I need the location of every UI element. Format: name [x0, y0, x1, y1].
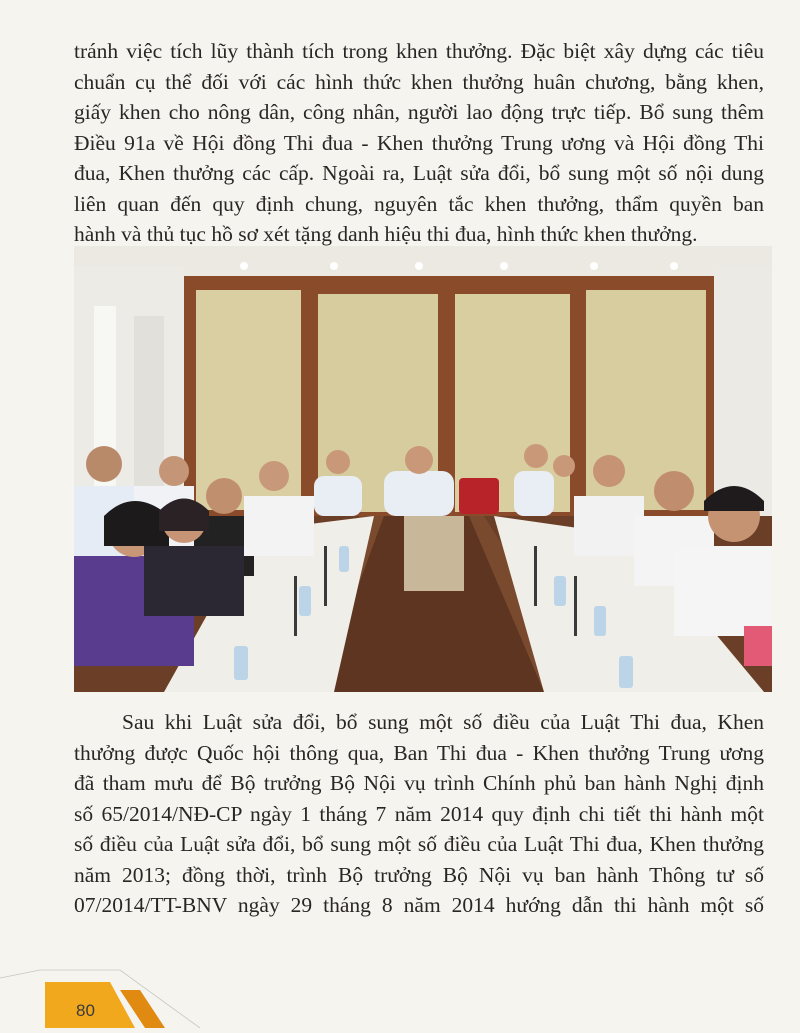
- paragraph-2-line: 07/2014/TT-BNV ngày 29 tháng 8 năm 2014 hướng dẫn thi hành một số: [74, 893, 764, 917]
- page-footer: [0, 960, 800, 1028]
- paragraph-1-line: chuẩn cụ thể đối với các hình thức khen thưởng huân chương, bằng khen,: [74, 69, 764, 94]
- paragraph-2-line: năm 2013; đồng thời, trình Bộ trưởng Bộ Nội vụ ban hành Thông tư số: [74, 862, 764, 887]
- meeting-photo: [74, 246, 772, 692]
- paragraph-1-line: hành và thủ tục hồ sơ xét tặng danh hiệu thi đua, hình thức khen thưởng.: [74, 222, 698, 246]
- paragraph-2-line: đã tham mưu để Bộ trưởng Bộ Nội vụ trình Chính phủ ban hành Nghị định: [74, 771, 764, 795]
- paragraph-1-line: tránh việc tích lũy thành tích trong khen thưởng. Đặc biệt xây dựng các tiêu: [74, 39, 764, 63]
- paragraph-2: [74, 707, 764, 921]
- footer-decoration: [0, 960, 800, 1028]
- page-number: 80: [76, 1001, 95, 1020]
- paragraph-2-line: thưởng được Quốc hội thông qua, Ban Thi đua - Khen thưởng Trung ương: [74, 740, 764, 765]
- paragraph-1-line: liên quan đến quy định chung, nguyên tắc khen thưởng, thẩm quyền ban: [74, 191, 764, 216]
- paragraph-2-line: số 65/2014/NĐ-CP ngày 1 tháng 7 năm 2014 quy định chi tiết thi hành một: [74, 801, 764, 826]
- paragraph-2-line: Sau khi Luật sửa đổi, bổ sung một số điều của Luật Thi đua, Khen: [122, 710, 764, 734]
- paragraph-1: [74, 36, 764, 250]
- paragraph-1-line: giấy khen cho nông dân, công nhân, người lao động trực tiếp. Bổ sung thêm: [74, 100, 764, 124]
- meeting-photo-illustration: [74, 246, 772, 692]
- paragraph-2-line: số điều của Luật sửa đổi, bổ sung một số điều của Luật Thi đua, Khen thưởng: [74, 832, 764, 856]
- paragraph-1-line: Điều 91a về Hội đồng Thi đua - Khen thưởng Trung ương và Hội đồng Thi: [74, 130, 764, 155]
- paragraph-1-line: đua, Khen thưởng các cấp. Ngoài ra, Luật sửa đổi, bổ sung một số nội dung: [74, 161, 764, 185]
